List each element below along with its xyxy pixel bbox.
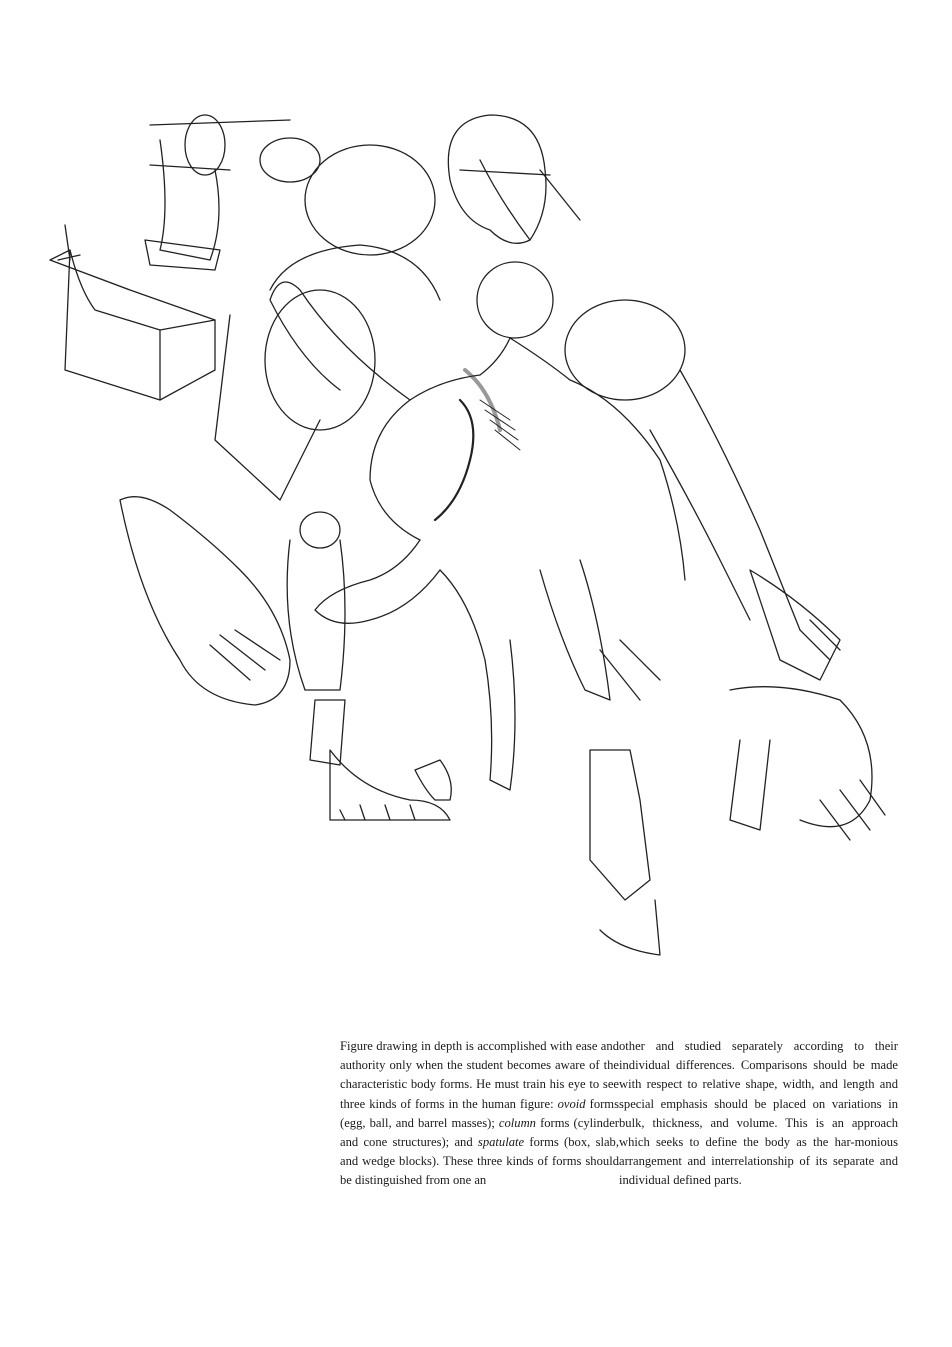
figure-sketch-icon <box>40 100 900 970</box>
figure-drawing-illustration <box>40 100 900 970</box>
text-segment: forms (cylinder and cone structures); and <box>340 1115 619 1150</box>
text-column-left <box>340 1037 619 1191</box>
text-column-right <box>619 1037 898 1191</box>
term-column: column <box>498 1115 536 1130</box>
term-spatulate: spatulate <box>477 1135 525 1150</box>
paragraph-left <box>340 1037 619 1191</box>
text-segment: Figure drawing in depth is accomplished with ease and authority only when the student becomes aware of the characteristic body forms. He must train his eye to see three kinds of forms in the human figure: <box>340 1039 619 1111</box>
text-segment: forms (box, slab, and wedge blocks). These three kinds of forms should be distinguished from one an <box>340 1135 619 1188</box>
paragraph-right: other and studied separately according to their individual differences. Comparisons should be made with respect to relative shape, width, and length and special emphasis should be placed on variations in bulk, thickness, and volume. This is an approach which seeks to define the body as the har-monious arrangement and interrelationship of its separate and individual defined parts. <box>619 1039 898 1188</box>
term-ovoid: ovoid <box>557 1096 586 1111</box>
text-segment: forms (egg, ball, and barrel masses); <box>340 1096 620 1130</box>
body-text-columns <box>340 1037 898 1191</box>
